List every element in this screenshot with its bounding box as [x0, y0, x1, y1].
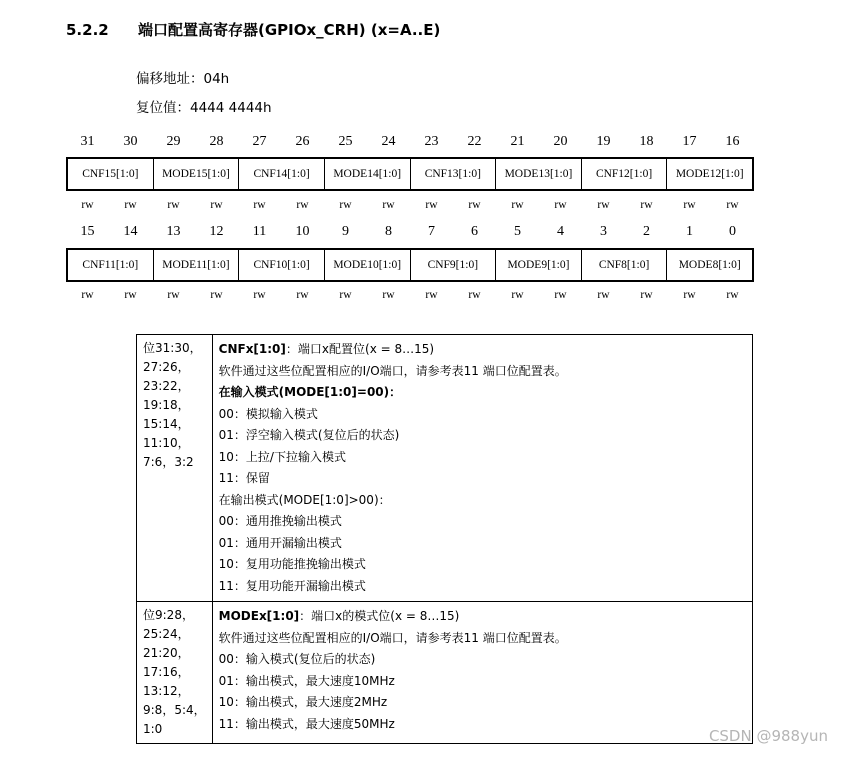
description-cell — [212, 602, 752, 744]
register-field: MODE10[1:0] — [325, 250, 411, 280]
bit-range-line: 25:24， — [143, 627, 190, 641]
bit-number: 4 — [557, 224, 564, 239]
bit-number: 14 — [123, 224, 138, 239]
bit-number: 18 — [639, 134, 654, 149]
access-type: rw — [726, 289, 739, 301]
access-type: rw — [511, 199, 524, 211]
register-field: CNF9[1:0] — [411, 250, 497, 280]
bit-number: 17 — [682, 134, 697, 149]
bit-range-line: 9:8，5:4， — [143, 703, 206, 717]
bit-number: 0 — [729, 224, 736, 239]
register-field: CNF12[1:0] — [582, 159, 668, 189]
bit-number: 11 — [252, 224, 267, 239]
offset-label: 偏移地址： — [136, 71, 204, 87]
access-type: rw — [81, 199, 94, 211]
access-type: rw — [726, 199, 739, 211]
bit-number: 9 — [342, 224, 349, 239]
description-line: 10：复用功能推挽输出模式 — [218, 557, 366, 571]
lower-bit-numbers — [66, 224, 754, 240]
bit-number: 26 — [295, 134, 310, 149]
register-field: MODE13[1:0] — [496, 159, 582, 189]
access-type: rw — [253, 199, 266, 211]
register-field: CNF14[1:0] — [239, 159, 325, 189]
description-line — [219, 606, 746, 628]
reset-value-text: 4444 4444h — [190, 100, 272, 116]
bit-number: 1 — [686, 224, 693, 239]
bit-range-line: 13:12， — [143, 684, 190, 698]
description-line: 软件通过这些位配置相应的I/O端口，请参考表11 端口位配置表。 — [218, 363, 567, 378]
description-line: 00：模拟输入模式 — [218, 406, 318, 421]
bit-number: 10 — [295, 224, 310, 239]
access-type: rw — [640, 199, 653, 211]
upper-access-types — [66, 199, 754, 211]
bit-range-line: 位31:30， — [143, 341, 202, 355]
bit-number: 5 — [514, 224, 521, 239]
upper-register-fields — [66, 157, 754, 191]
bit-number: 31 — [80, 134, 95, 149]
description-line: 11：输出模式，最大速度50MHz — [218, 716, 395, 731]
table-row — [137, 602, 753, 744]
access-type: rw — [382, 199, 395, 211]
lower-access-types — [66, 289, 754, 301]
field-name: CNFx[1:0] — [218, 342, 286, 356]
register-field: CNF15[1:0] — [68, 159, 154, 189]
bit-number: 24 — [381, 134, 396, 149]
register-field: MODE9[1:0] — [496, 250, 582, 280]
bit-range-cell — [137, 335, 213, 602]
section-title: 端口配置高寄存器(GPIOx_CRH) (x=A..E) — [138, 21, 441, 39]
bit-number: 19 — [596, 134, 611, 149]
register-field: CNF10[1:0] — [239, 250, 325, 280]
register-field: CNF13[1:0] — [411, 159, 497, 189]
access-type: rw — [124, 199, 137, 211]
access-type: rw — [253, 289, 266, 301]
description-line: 11：复用功能开漏输出模式 — [218, 578, 366, 593]
register-field: MODE8[1:0] — [678, 259, 741, 271]
reset-label: 复位值： — [136, 100, 190, 116]
access-type: rw — [468, 199, 481, 211]
bit-number: 15 — [80, 224, 95, 239]
access-type: rw — [81, 289, 94, 301]
bit-number: 13 — [166, 224, 181, 239]
bit-number: 27 — [252, 134, 267, 149]
bit-range-line: 位9:28， — [143, 608, 194, 622]
register-field: CNF8[1:0] — [582, 250, 668, 280]
bit-description-table — [136, 334, 753, 744]
field-summary: ：端口x的模式位(x = 8…15) — [299, 609, 460, 623]
bit-number: 16 — [725, 134, 740, 149]
watermark: CSDN @988yun — [708, 727, 828, 745]
bit-number: 22 — [467, 134, 482, 149]
section-heading — [66, 19, 440, 40]
description-line — [219, 339, 746, 361]
access-type: rw — [124, 289, 137, 301]
bit-range-line: 19:18， — [143, 398, 190, 412]
bit-range-line: 23:22， — [143, 379, 190, 393]
bit-number: 12 — [209, 224, 224, 239]
description-line: 在输出模式(MODE[1:0]>00)： — [218, 492, 391, 507]
access-type: rw — [597, 199, 610, 211]
description-line: 00：通用推挽输出模式 — [218, 514, 342, 528]
table-row — [137, 335, 753, 602]
description-line: 00：输入模式(复位后的状态) — [218, 652, 376, 666]
access-type: rw — [339, 289, 352, 301]
description-line: 软件通过这些位配置相应的I/O端口，请参考表11 端口位配置表。 — [218, 630, 567, 645]
bit-number: 20 — [553, 134, 568, 149]
description-line: 10：输出模式，最大速度2MHz — [218, 695, 388, 709]
bit-number: 6 — [471, 224, 478, 239]
bit-number: 23 — [424, 134, 439, 149]
bit-range-line: 21:20， — [143, 646, 190, 660]
register-field: MODE14[1:0] — [325, 159, 411, 189]
access-type: rw — [425, 289, 438, 301]
bit-range-line: 15:14， — [143, 417, 190, 431]
access-type: rw — [425, 199, 438, 211]
access-type: rw — [167, 199, 180, 211]
bit-range-line: 27:26， — [143, 360, 190, 374]
access-type: rw — [683, 289, 696, 301]
register-field: MODE12[1:0] — [675, 168, 744, 180]
access-type: rw — [683, 199, 696, 211]
bit-number: 30 — [123, 134, 138, 149]
description-line: 01：输出模式，最大速度10MHz — [218, 673, 395, 688]
bit-range-line: 11:10， — [143, 436, 190, 450]
access-type: rw — [210, 289, 223, 301]
access-type: rw — [554, 289, 567, 301]
bit-number: 28 — [209, 134, 224, 149]
description-line: 在输入模式(MODE[1:0]=00)： — [218, 385, 402, 399]
access-type: rw — [511, 289, 524, 301]
register-field: MODE15[1:0] — [154, 159, 240, 189]
bit-number: 21 — [510, 134, 525, 149]
register-field: CNF11[1:0] — [68, 250, 154, 280]
bit-number: 7 — [428, 224, 435, 239]
field-name: MODEx[1:0] — [218, 609, 300, 623]
access-type: rw — [296, 289, 309, 301]
description-line: 01：通用开漏输出模式 — [218, 535, 342, 550]
description-line: 11：保留 — [218, 471, 270, 485]
access-type: rw — [296, 199, 309, 211]
access-type: rw — [339, 199, 352, 211]
access-type: rw — [167, 289, 180, 301]
description-line: 01：浮空输入模式(复位后的状态) — [218, 428, 400, 442]
bit-number: 2 — [643, 224, 650, 239]
bit-number: 25 — [338, 134, 353, 149]
lower-register-fields — [66, 248, 754, 282]
offset-address — [136, 67, 229, 87]
section-number: 5.2.2 — [66, 21, 109, 39]
bit-number: 3 — [600, 224, 607, 239]
description-cell — [212, 335, 752, 602]
access-type: rw — [597, 289, 610, 301]
bit-range-cell — [137, 602, 213, 744]
bit-number: 29 — [166, 134, 181, 149]
bit-range-line: 7:6，3:2 — [143, 455, 194, 469]
offset-value: 04h — [203, 71, 230, 87]
reset-value — [136, 96, 272, 116]
register-field: MODE11[1:0] — [154, 250, 240, 280]
access-type: rw — [640, 289, 653, 301]
access-type: rw — [382, 289, 395, 301]
access-type: rw — [554, 199, 567, 211]
description-line: 10：上拉/下拉输入模式 — [218, 449, 346, 464]
field-summary: ：端口x配置位(x = 8…15) — [285, 342, 435, 356]
bit-range-line: 17:16， — [143, 665, 190, 679]
bit-number: 8 — [385, 224, 392, 239]
upper-bit-numbers — [66, 134, 754, 150]
access-type: rw — [468, 289, 481, 301]
bit-range-line: 1:0 — [143, 722, 163, 736]
access-type: rw — [210, 199, 223, 211]
